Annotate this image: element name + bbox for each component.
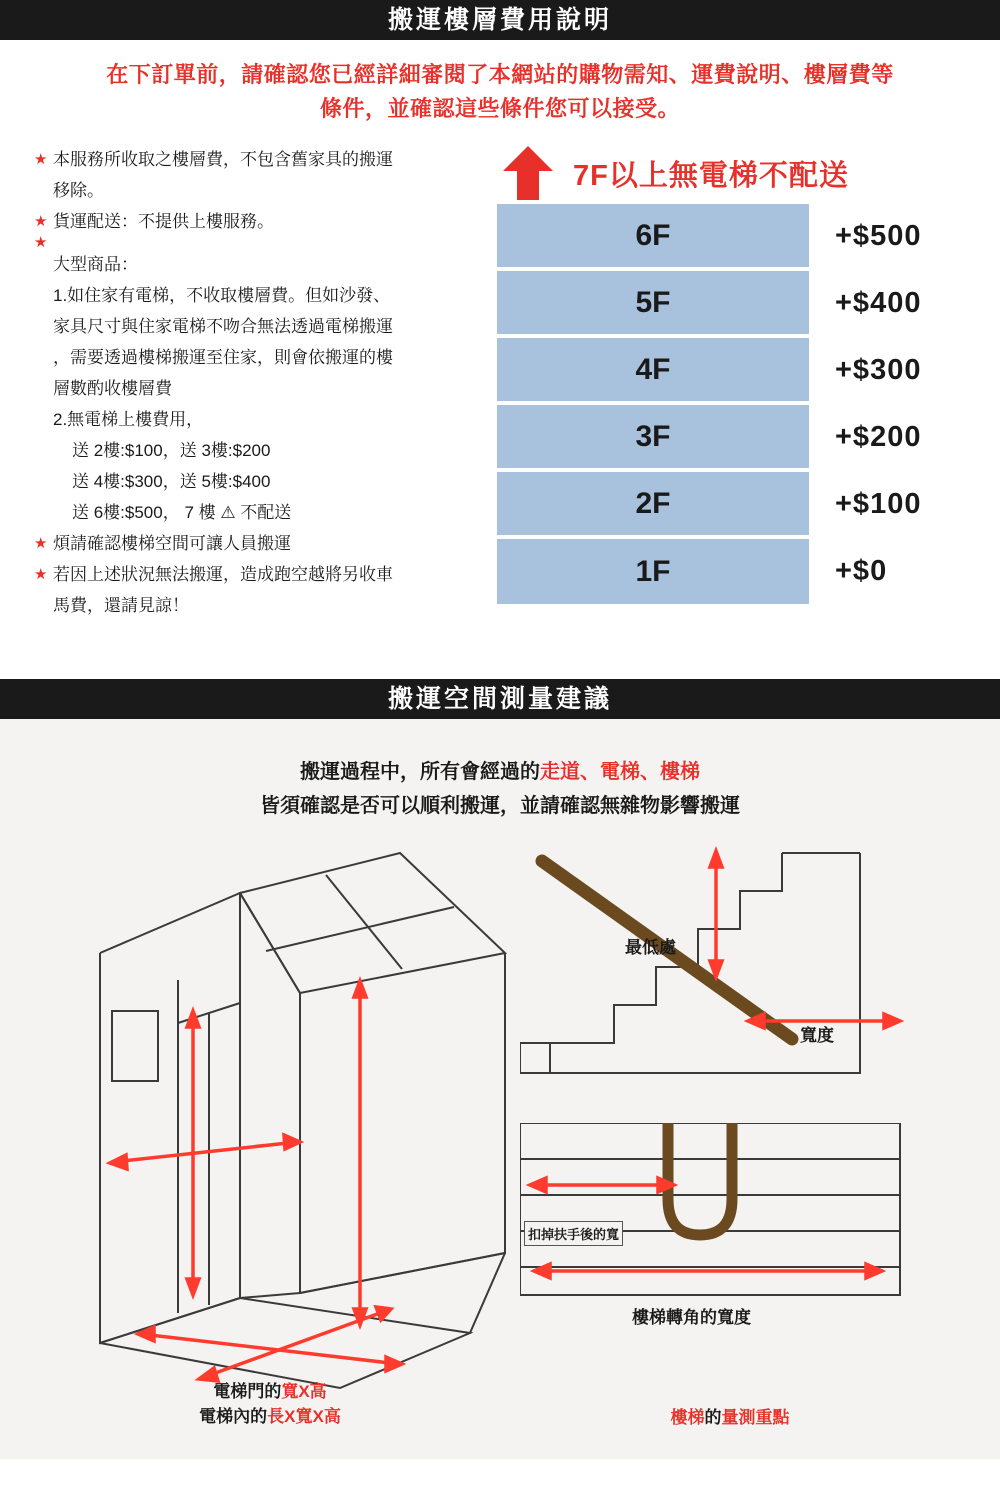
star-icon: ★ [34, 566, 48, 583]
list-item-label: 家具尺寸與住家電梯不吻合無法透過電梯搬運 [53, 317, 393, 336]
intro-highlight: 走道、電梯、樓梯 [540, 761, 700, 783]
floor-label: 3F [497, 405, 809, 470]
floor-fee-chart [497, 142, 967, 606]
list-item-label: 大型商品： [53, 255, 138, 274]
floor-price: +$400 [835, 287, 922, 319]
section2-body [0, 719, 1000, 1459]
list-item [34, 466, 494, 497]
handrail-u [668, 1123, 732, 1235]
list-item-label: 送 6樓:$500， 7 樓 ⚠ 不配送 [72, 503, 292, 522]
floor-row [497, 338, 967, 403]
intro-prefix: 搬運過程中，所有會經過的 [300, 761, 540, 783]
floor-price: +$500 [835, 220, 922, 252]
caption-measure: 寬X高 [281, 1382, 327, 1401]
list-item [34, 373, 494, 404]
section1-body [0, 134, 1000, 679]
floor-label: 4F [497, 338, 809, 403]
section1-intro [0, 40, 1000, 134]
star-icon: ★ [34, 213, 48, 230]
list-item-label: 移除。 [53, 181, 104, 200]
list-item-label: 送 2樓:$100，送 3樓:$200 [72, 441, 271, 460]
caption-subject: 電梯內 [199, 1407, 251, 1426]
floor-price: +$300 [835, 354, 922, 386]
caption-subject: 樓梯 [670, 1408, 705, 1427]
list-item [34, 404, 494, 435]
width-label: 寬度 [800, 1026, 834, 1045]
up-arrow-icon [497, 144, 559, 202]
stair-corner-width-label: 樓梯轉角的寬度 [632, 1308, 751, 1327]
staircase-side-diagram [520, 843, 920, 1093]
no-delivery-row [497, 142, 967, 204]
staircase-top-diagram [520, 1123, 920, 1373]
star-icon: ★ [34, 234, 48, 251]
list-item [34, 590, 494, 621]
caption-subject: 電梯門 [213, 1382, 265, 1401]
list-item-label: 若因上述狀況無法搬運，造成跑空越將另收車 [53, 565, 393, 584]
list-item-label: 2.無電梯上樓費用， [53, 410, 204, 429]
intro-line-2: 條件，並確認這些條件您可以接受。 [319, 96, 680, 121]
lowest-point-label: 最低處 [625, 938, 676, 957]
caption-measure: 長X寬X高 [267, 1407, 341, 1426]
list-item [34, 497, 494, 528]
list-item [34, 175, 494, 206]
stair-caption [520, 1405, 940, 1430]
section2-intro [0, 719, 1000, 823]
diagram-area [0, 823, 1000, 1443]
section1-title: 搬運樓層費用說明 [0, 0, 1000, 40]
handrail-width-label: 扣掉扶手後的寬 [524, 1221, 623, 1246]
elevator-diagram [50, 843, 520, 1403]
floor-label: 6F [497, 204, 809, 269]
floor-price: +$100 [835, 488, 922, 520]
intro-line-1: 在下訂單前，請確認您已經詳細審閱了本網站的購物需知、運費說明、樓層費等 [106, 62, 894, 87]
floor-row [497, 405, 967, 470]
floor-label: 5F [497, 271, 809, 336]
elevator-caption-line-2 [60, 1404, 480, 1429]
floor-price: +$200 [835, 421, 922, 453]
star-icon: ★ [34, 151, 48, 168]
list-item-label: 1.如住家有電梯，不收取樓層費。但如沙發、 [53, 286, 391, 305]
list-item-label: 馬費，還請見諒！ [53, 596, 189, 615]
list-item-label: 貨運配送：不提供上樓服務。 [53, 212, 274, 231]
list-item [34, 249, 494, 280]
caption-particle: 的 [264, 1382, 282, 1401]
elevator-caption-line-1 [60, 1379, 480, 1404]
floor-label: 2F [497, 472, 809, 537]
list-item-label: 送 4樓:$300，送 5樓:$400 [72, 472, 271, 491]
list-item-label: 層數酌收樓層費 [53, 379, 172, 398]
section2-title: 搬運空間測量建議 [0, 679, 1000, 719]
list-item [34, 280, 494, 311]
list-item-label: 煩請確認樓梯空間可讓人員搬運 [53, 534, 291, 553]
floor-row [497, 539, 967, 604]
list-item-label: ，需要透過樓梯搬運至住家，則會依搬運的樓 [53, 348, 393, 367]
star-icon: ★ [34, 535, 48, 552]
list-item [34, 559, 494, 590]
caption-particle: 的 [250, 1407, 268, 1426]
list-item [34, 234, 494, 251]
elevator-caption [60, 1379, 480, 1429]
list-item [34, 311, 494, 342]
floor-label: 1F [497, 539, 809, 604]
floor-row [497, 271, 967, 336]
list-item [34, 435, 494, 466]
floor-row [497, 472, 967, 537]
floor-price: +$0 [835, 555, 888, 587]
list-item [34, 144, 494, 175]
caption-particle: 的 [704, 1408, 722, 1427]
caption-measure: 量測重點 [721, 1408, 790, 1427]
list-item [34, 206, 494, 237]
bullet-list [34, 144, 494, 621]
floor-row [497, 204, 967, 269]
no-delivery-label: 7F以上無電梯不配送 [573, 159, 849, 192]
list-item [34, 342, 494, 373]
list-item [34, 528, 494, 559]
section2-intro-line-1 [0, 755, 1000, 789]
list-item-label: 本服務所收取之樓層費，不包含舊家具的搬運 [53, 150, 393, 169]
section2-intro-line-2: 皆須確認是否可以順利搬運，並請確認無雜物影響搬運 [260, 795, 740, 817]
